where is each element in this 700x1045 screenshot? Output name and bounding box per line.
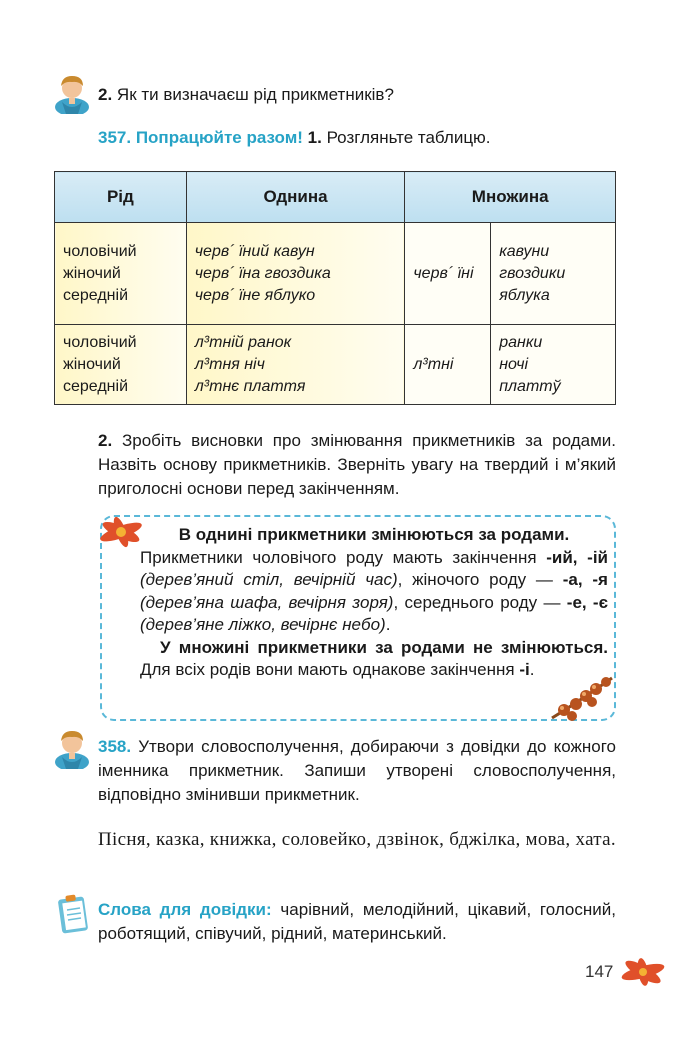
exercise-357-heading — [98, 126, 491, 150]
header-singular: Однина — [186, 172, 405, 223]
rule-text — [140, 524, 608, 682]
help-label: Слова для довідки: — [98, 900, 272, 919]
phrase: л³тнє плаття — [194, 377, 306, 395]
rule-text-part: . — [385, 615, 391, 634]
student-avatar-icon — [52, 727, 92, 769]
noun: ранки — [499, 333, 543, 351]
adjective-gender-table — [54, 171, 616, 405]
exercise-text: Утвори словосполучення, добираючи з довідки до кожного іменника прикметник. Запиши утворені словосполучення, відповідно змінивши прикметник. — [98, 737, 616, 804]
noun: кавуни — [499, 242, 550, 260]
exercise-358 — [98, 735, 616, 807]
rule-heading-singular: В однині прикметники змінюються за родами. — [178, 525, 570, 544]
ending: -ий, — [546, 547, 578, 567]
step-text: Розгляньте таблицю. — [326, 128, 491, 147]
gender-label: жіночий — [63, 264, 121, 282]
rule-text-part: Прикметники чоловічого роду мають закінчення — [140, 547, 537, 567]
gender-label: чоловічий — [63, 242, 137, 260]
rule-text-part: , жіночого роду — — [397, 570, 553, 589]
header-gender: Рід — [55, 172, 187, 223]
step-number: 2. — [98, 431, 113, 450]
header-plural: Множина — [405, 172, 616, 223]
step-text: Зробіть висновки про змінювання прикметників за родами. Назвіть основу прикметників. Зверніть увагу на твердий і м’який приголосні основи перед закінченням. — [98, 431, 616, 498]
gender-label: середній — [63, 377, 129, 395]
plural-nouns-cell — [491, 223, 616, 325]
gender-label: середній — [63, 286, 129, 304]
gender-label: жіночий — [63, 355, 121, 373]
student-avatar-icon — [52, 72, 92, 114]
exercise-number: 358. — [98, 737, 132, 756]
phrase: л³тній ранок — [194, 333, 292, 351]
question-text: Як ти визначаєш рід прикметників? — [116, 85, 394, 104]
exercise-number: 357. — [98, 128, 132, 147]
ending: -і — [519, 660, 530, 679]
word-list: Пісня, казка, книжка, соловейко, дзвінок, бджілка, мова, хата. — [98, 829, 616, 850]
ending: -ій — [587, 547, 608, 567]
ending: -а, -я — [562, 570, 608, 589]
noun: ночі — [499, 355, 529, 373]
example: (дерев’яна шафа, вечірня зоря) — [140, 592, 394, 612]
question-number: 2. — [98, 85, 113, 104]
rule-paragraph-plural — [140, 637, 608, 682]
noun: яблука — [499, 286, 550, 304]
table-row — [55, 325, 616, 405]
noun: платтў — [499, 377, 561, 395]
table-header-row — [55, 172, 616, 223]
singular-cell — [186, 325, 405, 405]
help-text: чарівний, мелодійний, цікавий, голосний, роботящий, співучий, рідний, материнський. — [98, 900, 616, 943]
singular-cell — [186, 223, 405, 325]
clipboard-icon — [56, 892, 92, 941]
gender-cell — [55, 325, 187, 405]
plural-nouns-cell — [491, 325, 616, 405]
noun: гвоздики — [499, 264, 566, 282]
phrase: черв´ їний кавун — [194, 242, 315, 260]
help-words — [98, 898, 616, 946]
rule-paragraph-singular — [140, 547, 608, 637]
phrase: черв´ їна гвоздика — [194, 264, 331, 282]
example: (дерев’яний стіл, вечірній час) — [140, 570, 398, 589]
step-number: 1. — [307, 128, 322, 147]
example: (дерев’яне ліжко, вечірнє небо) — [140, 615, 386, 634]
rule-text-part: Для всіх родів вони мають однакове закінчення — [140, 660, 515, 679]
plural-adjective-cell: черв´ їні — [405, 223, 491, 325]
gender-cell — [55, 223, 187, 325]
plural-adjective-cell: л³тні — [405, 325, 491, 405]
gender-label: чоловічий — [63, 333, 137, 351]
phrase: черв´ їне яблуко — [194, 286, 316, 304]
phrase: л³тня ніч — [194, 355, 265, 373]
rule-text-part: , середнього роду — — [393, 592, 561, 612]
page-number: 147 — [585, 962, 614, 981]
flower-icon — [616, 954, 670, 995]
rule-heading-plural: У множині прикметники за родами не змінюються. — [160, 637, 608, 657]
question-2 — [98, 83, 394, 107]
exercise-lead: Попрацюйте разом! — [135, 128, 303, 147]
ending: -е, -є — [566, 592, 608, 612]
exercise-357-step-2 — [98, 429, 616, 501]
table-row — [55, 223, 616, 325]
rule-text-part: . — [529, 660, 535, 679]
